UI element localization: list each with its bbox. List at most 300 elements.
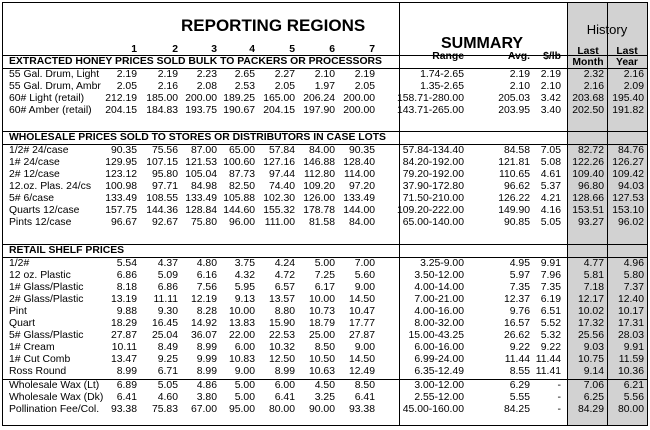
region-5-value: 102.30 (263, 193, 295, 204)
region-3-value: 105.04 (185, 169, 217, 180)
region-7-value: 27.87 (348, 330, 375, 341)
region-3-value: 6.16 (196, 270, 217, 281)
region-6-value: 25.00 (308, 330, 335, 341)
region-5-value: 6.00 (274, 380, 295, 391)
region-6-value: 8.50 (314, 342, 335, 353)
region-3-value: 2.23 (196, 69, 217, 80)
region-5-value: 204.15 (263, 105, 295, 116)
region-6-value: 3.25 (314, 392, 335, 403)
last-month-value: 153.51 (572, 205, 604, 216)
last-year-value: 2.16 (623, 69, 644, 80)
region-3-value: 14.92 (190, 318, 217, 329)
region-2-value: 9.25 (157, 354, 178, 365)
avg-value: 2.10 (509, 81, 530, 92)
region-4-value: 10.00 (228, 306, 255, 317)
region-4-value: 13.83 (228, 318, 255, 329)
region-2-value: 184.83 (146, 105, 178, 116)
region-3-value: 4.86 (196, 380, 217, 391)
avg-value: 96.62 (503, 181, 530, 192)
avg-value: 110.65 (498, 169, 530, 180)
range-value: 1.35-2.65 (420, 81, 464, 92)
region-6-value: 4.50 (314, 380, 335, 391)
region-2-value: 95.80 (151, 169, 178, 180)
region-1-value: 2.05 (116, 81, 137, 92)
region-7-value: 144.00 (343, 205, 375, 216)
price-report-table (2, 2, 648, 426)
region-1-value: 10.11 (111, 342, 137, 353)
last-year-value: 191.82 (612, 105, 644, 116)
region-7-value: 114.00 (343, 169, 375, 180)
perlb-value: 5.05 (540, 217, 561, 228)
region-7-value: 14.50 (348, 354, 375, 365)
region-5-value: 6.41 (274, 392, 295, 403)
perlb-value: 5.37 (540, 181, 561, 192)
region-2-value: 8.49 (157, 342, 178, 353)
region-4-value: 65.00 (228, 145, 255, 156)
row-label: Pollination Fee/Col. (9, 404, 100, 415)
region-number-4: 4 (249, 44, 255, 55)
region-5-value: 4.24 (274, 258, 295, 269)
region-6-value: 1.97 (314, 81, 335, 92)
region-4-value: 4.32 (234, 270, 255, 281)
region-7-value: 133.49 (343, 193, 375, 204)
region-1-value: 27.87 (110, 330, 137, 341)
last-month-value: 82.72 (577, 145, 604, 156)
region-6-value: 81.58 (308, 217, 335, 228)
region-1-value: 6.89 (116, 380, 137, 391)
avg-value: 9.22 (509, 342, 530, 353)
last-month-value: 6.25 (583, 392, 604, 403)
last-month-value: 96.80 (577, 181, 604, 192)
region-1-value: 9.88 (116, 306, 137, 317)
column-divider (567, 3, 568, 425)
perlb-value: 2.10 (540, 81, 561, 92)
region-4-value: 2.53 (234, 81, 255, 92)
last-year-value: 10.36 (617, 366, 644, 377)
avg-value: 149.90 (498, 205, 530, 216)
row-label: Pint (9, 306, 27, 317)
region-2-value: 92.67 (151, 217, 178, 228)
last-month-value: 203.68 (572, 93, 604, 104)
region-4-value: 144.60 (223, 205, 255, 216)
range-value: 6.99-24.00 (414, 354, 464, 365)
row-label: 60# Light (retail) (9, 93, 85, 104)
region-6-value: 112.80 (303, 169, 335, 180)
region-4-value: 22.00 (228, 330, 255, 341)
last-year-value: 7.37 (623, 282, 644, 293)
avg-value: 6.29 (509, 380, 530, 391)
row-label: 1# Cut Comb (9, 354, 71, 365)
range-value: 109.20-222.00 (396, 205, 464, 216)
last-year-value: 28.03 (617, 330, 644, 341)
region-7-value: 12.49 (348, 366, 375, 377)
region-5-value: 165.00 (263, 93, 295, 104)
region-5-value: 6.57 (274, 282, 295, 293)
region-7-value: 97.20 (348, 181, 375, 192)
region-2-value: 25.04 (151, 330, 178, 341)
avg-value: 203.95 (498, 105, 530, 116)
region-4-value: 2.65 (234, 69, 255, 80)
perlb-value: 7.35 (540, 282, 561, 293)
range-value: 37.90-172.80 (402, 181, 464, 192)
region-6-value: 6.17 (314, 282, 335, 293)
row-label: 5# Glass/Plastic (9, 330, 84, 341)
range-value: 15.00-43.25 (408, 330, 464, 341)
perlb-value: 7.96 (540, 270, 561, 281)
row-label: 2# Glass/Plastic (9, 294, 84, 305)
row-label: 1/2# (9, 258, 30, 269)
avg-value: 9.76 (509, 306, 530, 317)
avg-value: 11.44 (504, 354, 530, 365)
perlb-value: 3.42 (540, 93, 561, 104)
region-7-value: 7.00 (354, 258, 375, 269)
last-year-value: 5.56 (623, 392, 644, 403)
row-label: 1# Cream (9, 342, 55, 353)
perlb-value: 3.40 (540, 105, 561, 116)
row-label: Quarts 12/case (9, 205, 80, 216)
region-1-value: 18.29 (110, 318, 137, 329)
avg-value: 5.55 (509, 392, 530, 403)
last-month-value: 17.32 (577, 318, 604, 329)
region-3-value: 75.80 (190, 217, 217, 228)
last-year-value: 94.03 (617, 181, 644, 192)
region-2-value: 108.55 (146, 193, 178, 204)
range-value: 6.00-16.00 (414, 342, 464, 353)
perlb-value: - (557, 380, 561, 391)
last-month-value: 2.16 (583, 81, 604, 92)
perlb-value: 6.19 (540, 294, 561, 305)
region-1-value: 204.15 (105, 105, 137, 116)
region-1-value: 13.19 (110, 294, 137, 305)
range-value: 45.00-160.00 (402, 404, 464, 415)
avg-value: 8.55 (509, 366, 530, 377)
region-1-value: 133.49 (105, 193, 137, 204)
region-2-value: 5.09 (157, 270, 178, 281)
region-2-value: 4.37 (157, 258, 178, 269)
region-2-value: 144.36 (146, 205, 178, 216)
range-value: 57.84-134.40 (402, 145, 464, 156)
region-1-value: 6.41 (116, 392, 137, 403)
avg-value: 7.35 (509, 282, 530, 293)
last-month-value: 109.40 (572, 169, 604, 180)
last-year-value: 12.40 (617, 294, 644, 305)
region-4-value: 10.83 (228, 354, 255, 365)
section-title: RETAIL SHELF PRICES (9, 245, 125, 256)
region-6-value: 178.78 (303, 205, 335, 216)
last-month-value: 5.81 (583, 270, 604, 281)
region-1-value: 100.98 (105, 181, 137, 192)
avg-value: 2.19 (509, 69, 530, 80)
row-label: 2# 12/case (9, 169, 60, 180)
region-1-value: 123.12 (105, 169, 137, 180)
row-label: Pints 12/case (9, 217, 72, 228)
perlb-value: 4.21 (540, 193, 561, 204)
region-6-value: 5.00 (314, 258, 335, 269)
perlb-value: 9.91 (540, 258, 561, 269)
region-2-value: 2.16 (157, 81, 178, 92)
range-value: 4.00-16.00 (414, 306, 464, 317)
region-6-value: 10.50 (308, 354, 335, 365)
perlb-value: 7.05 (540, 145, 561, 156)
last-year-value: 10.17 (617, 306, 644, 317)
region-6-value: 109.20 (303, 181, 335, 192)
last-year-header-line2: Year (616, 57, 638, 68)
region-5-value: 97.44 (268, 169, 295, 180)
region-6-value: 7.25 (314, 270, 335, 281)
range-value: 2.55-12.00 (414, 392, 464, 403)
perlb-value: 5.32 (540, 330, 561, 341)
last-year-value: 9.91 (623, 342, 644, 353)
section-title: WHOLESALE PRICES SOLD TO STORES OR DISTRIBUTORS IN CASE LOTS (9, 132, 386, 143)
region-6-value: 10.00 (308, 294, 335, 305)
region-6-value: 206.24 (303, 93, 335, 104)
region-3-value: 8.28 (196, 306, 217, 317)
region-7-value: 5.60 (354, 270, 375, 281)
range-value: 6.35-12.49 (414, 366, 464, 377)
last-year-value: 126.27 (612, 157, 644, 168)
region-1-value: 212.19 (105, 93, 137, 104)
avg-value: 121.81 (498, 157, 530, 168)
region-7-value: 2.19 (354, 69, 375, 80)
last-year-value: 96.02 (617, 217, 644, 228)
region-number-6: 6 (329, 44, 335, 55)
region-3-value: 8.99 (196, 342, 217, 353)
region-3-value: 36.07 (190, 330, 217, 341)
last-year-value: 11.59 (618, 354, 644, 365)
row-label: 1# 24/case (9, 157, 60, 168)
perlb-value: 11.44 (535, 354, 561, 365)
region-7-value: 2.05 (354, 81, 375, 92)
region-1-value: 5.54 (116, 258, 137, 269)
region-7-value: 10.47 (348, 306, 375, 317)
region-2-value: 2.19 (157, 69, 178, 80)
region-3-value: 2.08 (196, 81, 217, 92)
region-6-value: 146.88 (303, 157, 335, 168)
region-3-value: 8.99 (196, 366, 217, 377)
range-value: 79.20-192.00 (402, 169, 464, 180)
row-label: Wholesale Wax (Dk) (9, 392, 104, 403)
region-6-value: 18.79 (308, 318, 335, 329)
last-month-header-line2: Month (572, 57, 604, 68)
region-6-value: 90.00 (308, 404, 335, 415)
last-year-value: 195.40 (612, 93, 644, 104)
region-1-value: 2.19 (116, 69, 137, 80)
region-7-value: 90.35 (348, 145, 375, 156)
row-label: Ross Round (9, 366, 67, 377)
region-7-value: 8.50 (354, 380, 375, 391)
last-month-value: 128.66 (572, 193, 604, 204)
region-5-value: 8.80 (274, 306, 295, 317)
row-label: 55 Gal. Drum, Ambr (9, 81, 101, 92)
region-2-value: 6.86 (157, 282, 178, 293)
last-month-value: 4.77 (583, 258, 604, 269)
last-year-value: 127.53 (612, 193, 644, 204)
avg-value: 84.25 (503, 404, 530, 415)
region-5-value: 127.16 (263, 157, 295, 168)
region-3-value: 84.98 (190, 181, 217, 192)
range-value: 84.20-192.00 (402, 157, 464, 168)
range-value: 65.00-140.00 (402, 217, 464, 228)
region-2-value: 75.56 (151, 145, 178, 156)
last-month-value: 7.06 (583, 380, 604, 391)
region-number-5: 5 (289, 44, 295, 55)
region-2-value: 97.71 (151, 181, 178, 192)
region-5-value: 22.53 (268, 330, 295, 341)
summary-title: SUMMARY (441, 35, 524, 52)
last-year-value: 6.21 (623, 380, 644, 391)
last-month-value: 10.02 (577, 306, 604, 317)
region-4-value: 5.00 (234, 392, 255, 403)
region-3-value: 193.75 (185, 105, 217, 116)
region-number-7: 7 (369, 44, 375, 55)
range-value: 8.00-32.00 (414, 318, 464, 329)
avg-value: 12.37 (503, 294, 530, 305)
region-1-value: 157.75 (105, 205, 137, 216)
region-number-3: 3 (211, 44, 217, 55)
region-1-value: 13.47 (110, 354, 137, 365)
region-6-value: 10.73 (308, 306, 335, 317)
row-label: Wholesale Wax (Lt) (9, 380, 100, 391)
region-6-value: 2.10 (314, 69, 335, 80)
region-4-value: 100.60 (223, 157, 255, 168)
range-value: 143.71-265.00 (396, 105, 464, 116)
region-3-value: 4.80 (196, 258, 217, 269)
row-label: 12 oz. Plastic (9, 270, 71, 281)
section-title: EXTRACTED HONEY PRICES SOLD BULK TO PACKERS OR PROCESSORS (9, 56, 382, 67)
region-5-value: 2.27 (274, 69, 295, 80)
perlb-value: 11.41 (535, 366, 561, 377)
region-3-value: 7.56 (196, 282, 217, 293)
perlb-value: 5.08 (540, 157, 561, 168)
region-7-value: 6.41 (354, 392, 375, 403)
region-1-value: 8.18 (116, 282, 137, 293)
last-month-header-line1: Last (577, 46, 599, 57)
region-1-value: 129.95 (105, 157, 137, 168)
avg-value: 84.58 (503, 145, 530, 156)
range-header: Range (432, 51, 464, 62)
region-4-value: 105.88 (223, 193, 255, 204)
perlb-value: 4.16 (540, 205, 561, 216)
perlb-header: $/lb (543, 51, 561, 62)
region-2-value: 107.15 (146, 157, 178, 168)
region-5-value: 10.32 (268, 342, 295, 353)
last-month-value: 9.03 (583, 342, 604, 353)
avg-value: 26.62 (503, 330, 530, 341)
region-4-value: 189.25 (223, 93, 255, 104)
region-3-value: 3.80 (196, 392, 217, 403)
region-1-value: 6.86 (116, 270, 137, 281)
perlb-value: - (557, 404, 561, 415)
last-year-value: 5.80 (623, 270, 644, 281)
last-year-value: 2.09 (623, 81, 644, 92)
region-1-value: 93.38 (110, 404, 137, 415)
row-label: 1# Glass/Plastic (9, 282, 84, 293)
region-6-value: 197.90 (303, 105, 335, 116)
last-month-value: 10.75 (577, 354, 604, 365)
region-7-value: 17.77 (348, 318, 375, 329)
row-label: 60# Amber (retail) (9, 105, 92, 116)
region-2-value: 5.05 (157, 380, 178, 391)
last-year-value: 84.76 (617, 145, 644, 156)
range-value: 1.74-2.65 (420, 69, 464, 80)
region-5-value: 57.84 (268, 145, 295, 156)
last-month-value: 7.18 (583, 282, 604, 293)
region-2-value: 185.00 (146, 93, 178, 104)
region-3-value: 121.53 (185, 157, 217, 168)
region-4-value: 3.75 (234, 258, 255, 269)
row-label: 5# 6/case (9, 193, 55, 204)
region-1-value: 96.67 (110, 217, 137, 228)
region-1-value: 90.35 (110, 145, 137, 156)
region-5-value: 111.00 (264, 217, 295, 228)
row-label: 1/2# 24/case (9, 145, 69, 156)
region-4-value: 95.00 (228, 404, 255, 415)
range-value: 4.00-14.00 (414, 282, 464, 293)
avg-value: 16.57 (503, 318, 530, 329)
row-label: 55 Gal. Drum, Light (9, 69, 100, 80)
region-3-value: 133.49 (185, 193, 217, 204)
region-2-value: 11.11 (153, 294, 178, 305)
last-month-value: 202.50 (572, 105, 604, 116)
region-3-value: 67.00 (190, 404, 217, 415)
region-2-value: 75.83 (151, 404, 178, 415)
region-7-value: 128.40 (343, 157, 375, 168)
region-7-value: 200.00 (343, 105, 375, 116)
last-year-value: 17.31 (617, 318, 644, 329)
region-7-value: 93.38 (348, 404, 375, 415)
perlb-value: - (557, 392, 561, 403)
region-4-value: 82.50 (228, 181, 255, 192)
perlb-value: 2.19 (540, 69, 561, 80)
range-value: 71.50-210.00 (402, 193, 464, 204)
last-month-value: 12.17 (577, 294, 604, 305)
region-4-value: 6.00 (234, 342, 255, 353)
region-5-value: 155.32 (263, 205, 295, 216)
last-year-value: 109.42 (612, 169, 644, 180)
avg-value: 126.22 (498, 193, 530, 204)
avg-value: 5.97 (509, 270, 530, 281)
region-7-value: 9.00 (354, 342, 375, 353)
region-7-value: 9.00 (354, 282, 375, 293)
last-month-value: 25.56 (577, 330, 604, 341)
last-year-value: 4.96 (623, 258, 644, 269)
region-4-value: 87.73 (228, 169, 255, 180)
range-value: 3.25-9.00 (420, 258, 464, 269)
region-7-value: 200.00 (343, 93, 375, 104)
region-5-value: 8.99 (274, 366, 295, 377)
avg-value: 4.95 (509, 258, 530, 269)
region-4-value: 190.67 (223, 105, 255, 116)
range-value: 7.00-21.00 (414, 294, 464, 305)
region-2-value: 4.60 (157, 392, 178, 403)
row-label: Quart (9, 318, 35, 329)
region-1-value: 8.99 (116, 366, 137, 377)
perlb-value: 6.51 (540, 306, 561, 317)
perlb-value: 5.52 (540, 318, 561, 329)
last-year-header-line1: Last (616, 46, 638, 57)
region-6-value: 84.00 (308, 145, 335, 156)
range-value: 158.71-280.00 (396, 93, 464, 104)
region-5-value: 2.05 (274, 81, 295, 92)
last-month-value: 93.27 (577, 217, 604, 228)
region-3-value: 87.00 (190, 145, 217, 156)
region-6-value: 10.63 (308, 366, 335, 377)
last-year-value: 80.00 (617, 404, 644, 415)
region-7-value: 14.50 (348, 294, 375, 305)
range-value: 3.50-12.00 (414, 270, 464, 281)
region-2-value: 16.45 (151, 318, 178, 329)
region-4-value: 5.00 (234, 380, 255, 391)
